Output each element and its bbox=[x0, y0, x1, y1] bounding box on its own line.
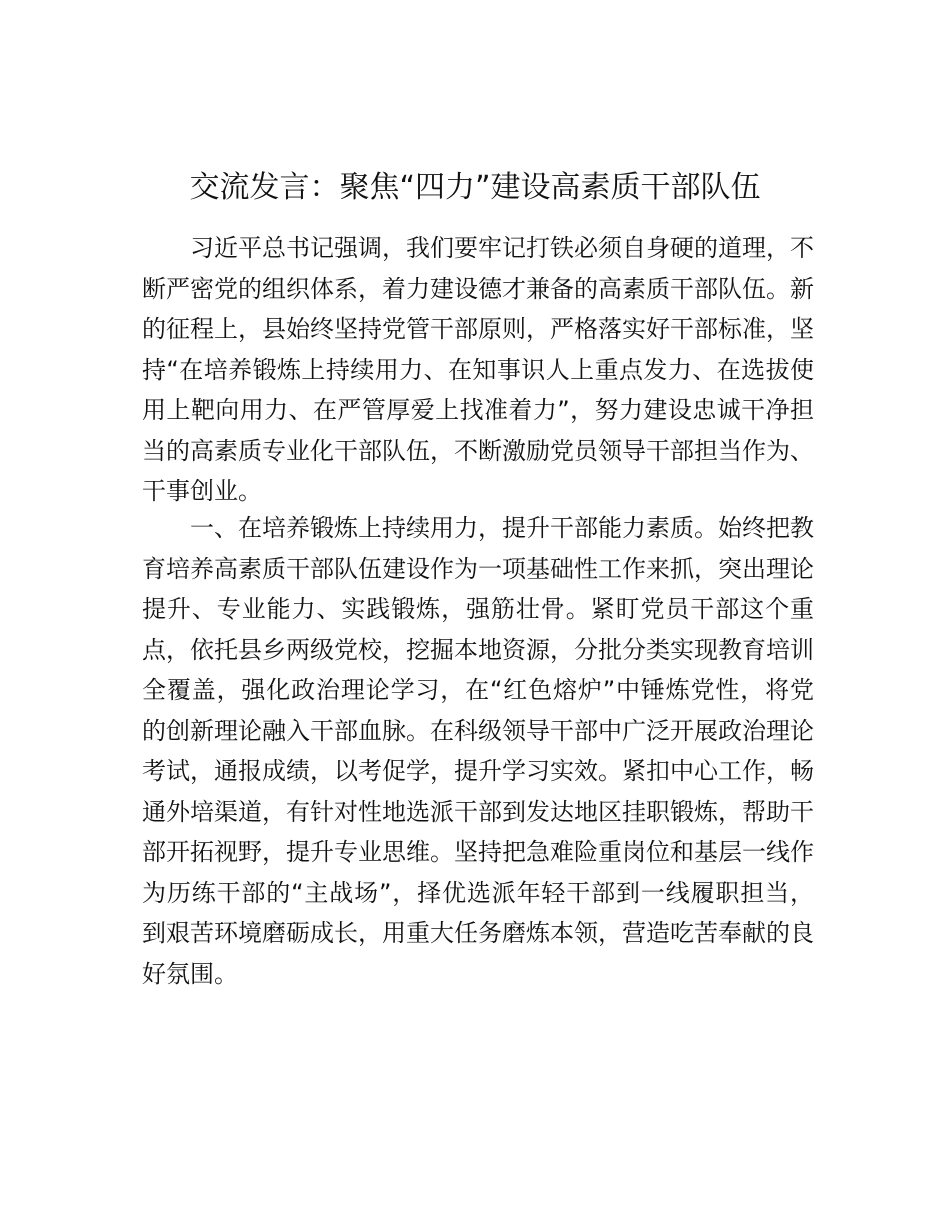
document-title: 交流发言：聚焦“四力”建设高素质干部队伍 bbox=[189, 170, 761, 205]
intro-paragraph: 习近平总书记强调，我们要牢记打铁必须自身硬的道理，不断严密党的组织体系，着力建设德才兼备的高素质干部队伍。新的征程上，县始终坚持党管干部原则，严格落实好干部标准，坚持“在培养锻炼上持续用力、在知事识人上重点发力、在选拔使用上靶向用力、在严管厚爱上找准着力”，努力建设忠诚干净担当的高素质专业化干部队伍，不断激励党员领导干部担当作为、干事创业。 bbox=[142, 234, 814, 505]
section-one-paragraph: 一、在培养锻炼上持续用力，提升干部能力素质。始终把教育培养高素质干部队伍建设作为一项基础性工作来抓，突出理论提升、专业能力、实践锻炼，强筋壮骨。紧盯党员干部这个重点，依托县乡两级党校，挖掘本地资源，分批分类实现教育培训全覆盖，强化政治理论学习，在“红色熔炉”中锤炼党性，将党的创新理论融入干部血脉。在科级领导干部中广泛开展政治理论考试，通报成绩，以考促学，提升学习实效。紧扣中心工作，畅通外培渠道，有针对性地选派干部到发达地区挂职锻炼，帮助干部开拓视野，提升专业思维。坚持把急难险重岗位和基层一线作为历练干部的“主战场”，择优选派年轻干部到一线履职担当，到艰苦环境磨砺成长，用重大任务磨炼本领，营造吃苦奉献的良好氛围。 bbox=[142, 514, 814, 988]
